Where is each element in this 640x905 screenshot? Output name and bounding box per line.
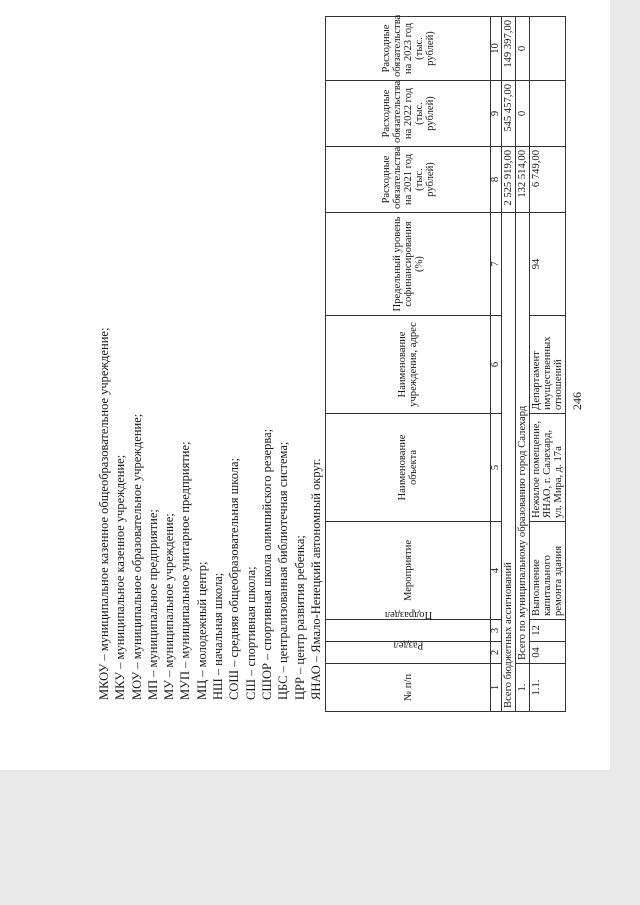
row-2022: [530, 81, 566, 147]
header-meropriyatie: Мероприятие: [326, 522, 491, 620]
column-index: 4: [491, 522, 502, 620]
section-2021: 132 514,00: [516, 147, 530, 213]
section-label: Всего по муниципальному образованию город Салехард: [516, 213, 530, 664]
page-number: 246: [570, 392, 584, 410]
legend-item: ЦБС – централизованная библиотечная система;: [276, 441, 291, 700]
header-num: № п/п: [326, 664, 491, 712]
column-index: 1: [491, 664, 502, 712]
total-2022: 545 457,00: [502, 81, 516, 147]
table-row: [530, 17, 566, 712]
row-object: Нежилое помещение, ЯНАО, г. Салехард, ул. Мира, д. 17а: [530, 414, 566, 522]
legend-item: МОУ – муниципальное образовательное учреждение;: [129, 413, 144, 700]
header-2021: Расходные обязательства на 2021 год (тыс. рублей): [326, 147, 491, 213]
column-index: 9: [491, 81, 502, 147]
table-header-row: [326, 17, 491, 712]
total-2021: 2 525 919,00: [502, 147, 516, 213]
row-uchrezhdenie: Департамент имущественных отношений: [530, 316, 566, 414]
legend-item: МКОУ – муниципальное казенное общеобразовательное учреждение;: [97, 327, 111, 700]
header-podrazdel-label: Подраздел: [384, 608, 432, 620]
legend-item: ЯНАО – Ямало-Ненецкий автономный округ.: [308, 458, 323, 700]
header-object: Наименование объекта: [326, 414, 491, 522]
row-razdel: 04: [530, 642, 566, 664]
column-index: 10: [491, 17, 502, 81]
abbreviation-legend: [96, 100, 324, 700]
column-index: 2: [491, 642, 502, 664]
row-2021: 6 749,00: [530, 147, 566, 213]
column-index: 5: [491, 414, 502, 522]
section-2023: 0: [516, 17, 530, 81]
legend-item: НШ – начальная школа;: [211, 572, 226, 700]
header-razdel: [326, 639, 491, 664]
column-index: 8: [491, 147, 502, 213]
total-label: Всего бюджетных ассигнований: [502, 213, 516, 712]
legend-item: МУ – муниципальное учреждение;: [162, 513, 177, 700]
legend-item: ЦРР – центр развития ребенка;: [292, 535, 307, 700]
row-num: 1.1.: [530, 664, 566, 712]
header-razdel-label: Раздел: [393, 639, 423, 651]
total-2023: 149 397,00: [502, 17, 516, 81]
total-row: [502, 17, 516, 712]
legend-item: МКУ – муниципальное казенное учреждение;: [113, 454, 128, 700]
legend-item: СОШ – средняя общеобразовательная школа;: [227, 457, 242, 700]
legend-item: МП – муниципальное предприятие;: [145, 509, 160, 700]
row-2023: [530, 17, 566, 81]
header-2022: Расходные обязательства на 2022 год (тыс. рублей): [326, 81, 491, 147]
expenditure-table: [325, 16, 566, 712]
header-uchrezhdenie: Наименование учреждения, адрес: [326, 316, 491, 414]
legend-item: МЦ – молодежный центр;: [194, 561, 209, 700]
legend-item: СШ – спортивная школа;: [243, 566, 258, 700]
section-2022: 0: [516, 81, 530, 147]
column-index: 3: [491, 620, 502, 642]
row-uroven: 94: [530, 213, 566, 316]
header-uroven: Предельный уровень софинансирования (%): [326, 213, 491, 316]
row-meropriyatie: Выполнение капитального ремонта здания: [530, 522, 566, 620]
section-num: 1.: [516, 664, 530, 712]
column-index: 6: [491, 316, 502, 414]
row-podrazdel: 12: [530, 620, 566, 642]
column-index: 7: [491, 213, 502, 316]
legend-item: СШОР – спортивная школа олимпийского резерва;: [259, 428, 274, 700]
header-2023: Расходные обязательства на 2023 год (тыс. рублей): [326, 17, 491, 81]
section-row: [516, 17, 530, 712]
column-index-row: [491, 17, 502, 712]
legend-item: МУП – муниципальное унитарное предприятие;: [178, 441, 193, 700]
